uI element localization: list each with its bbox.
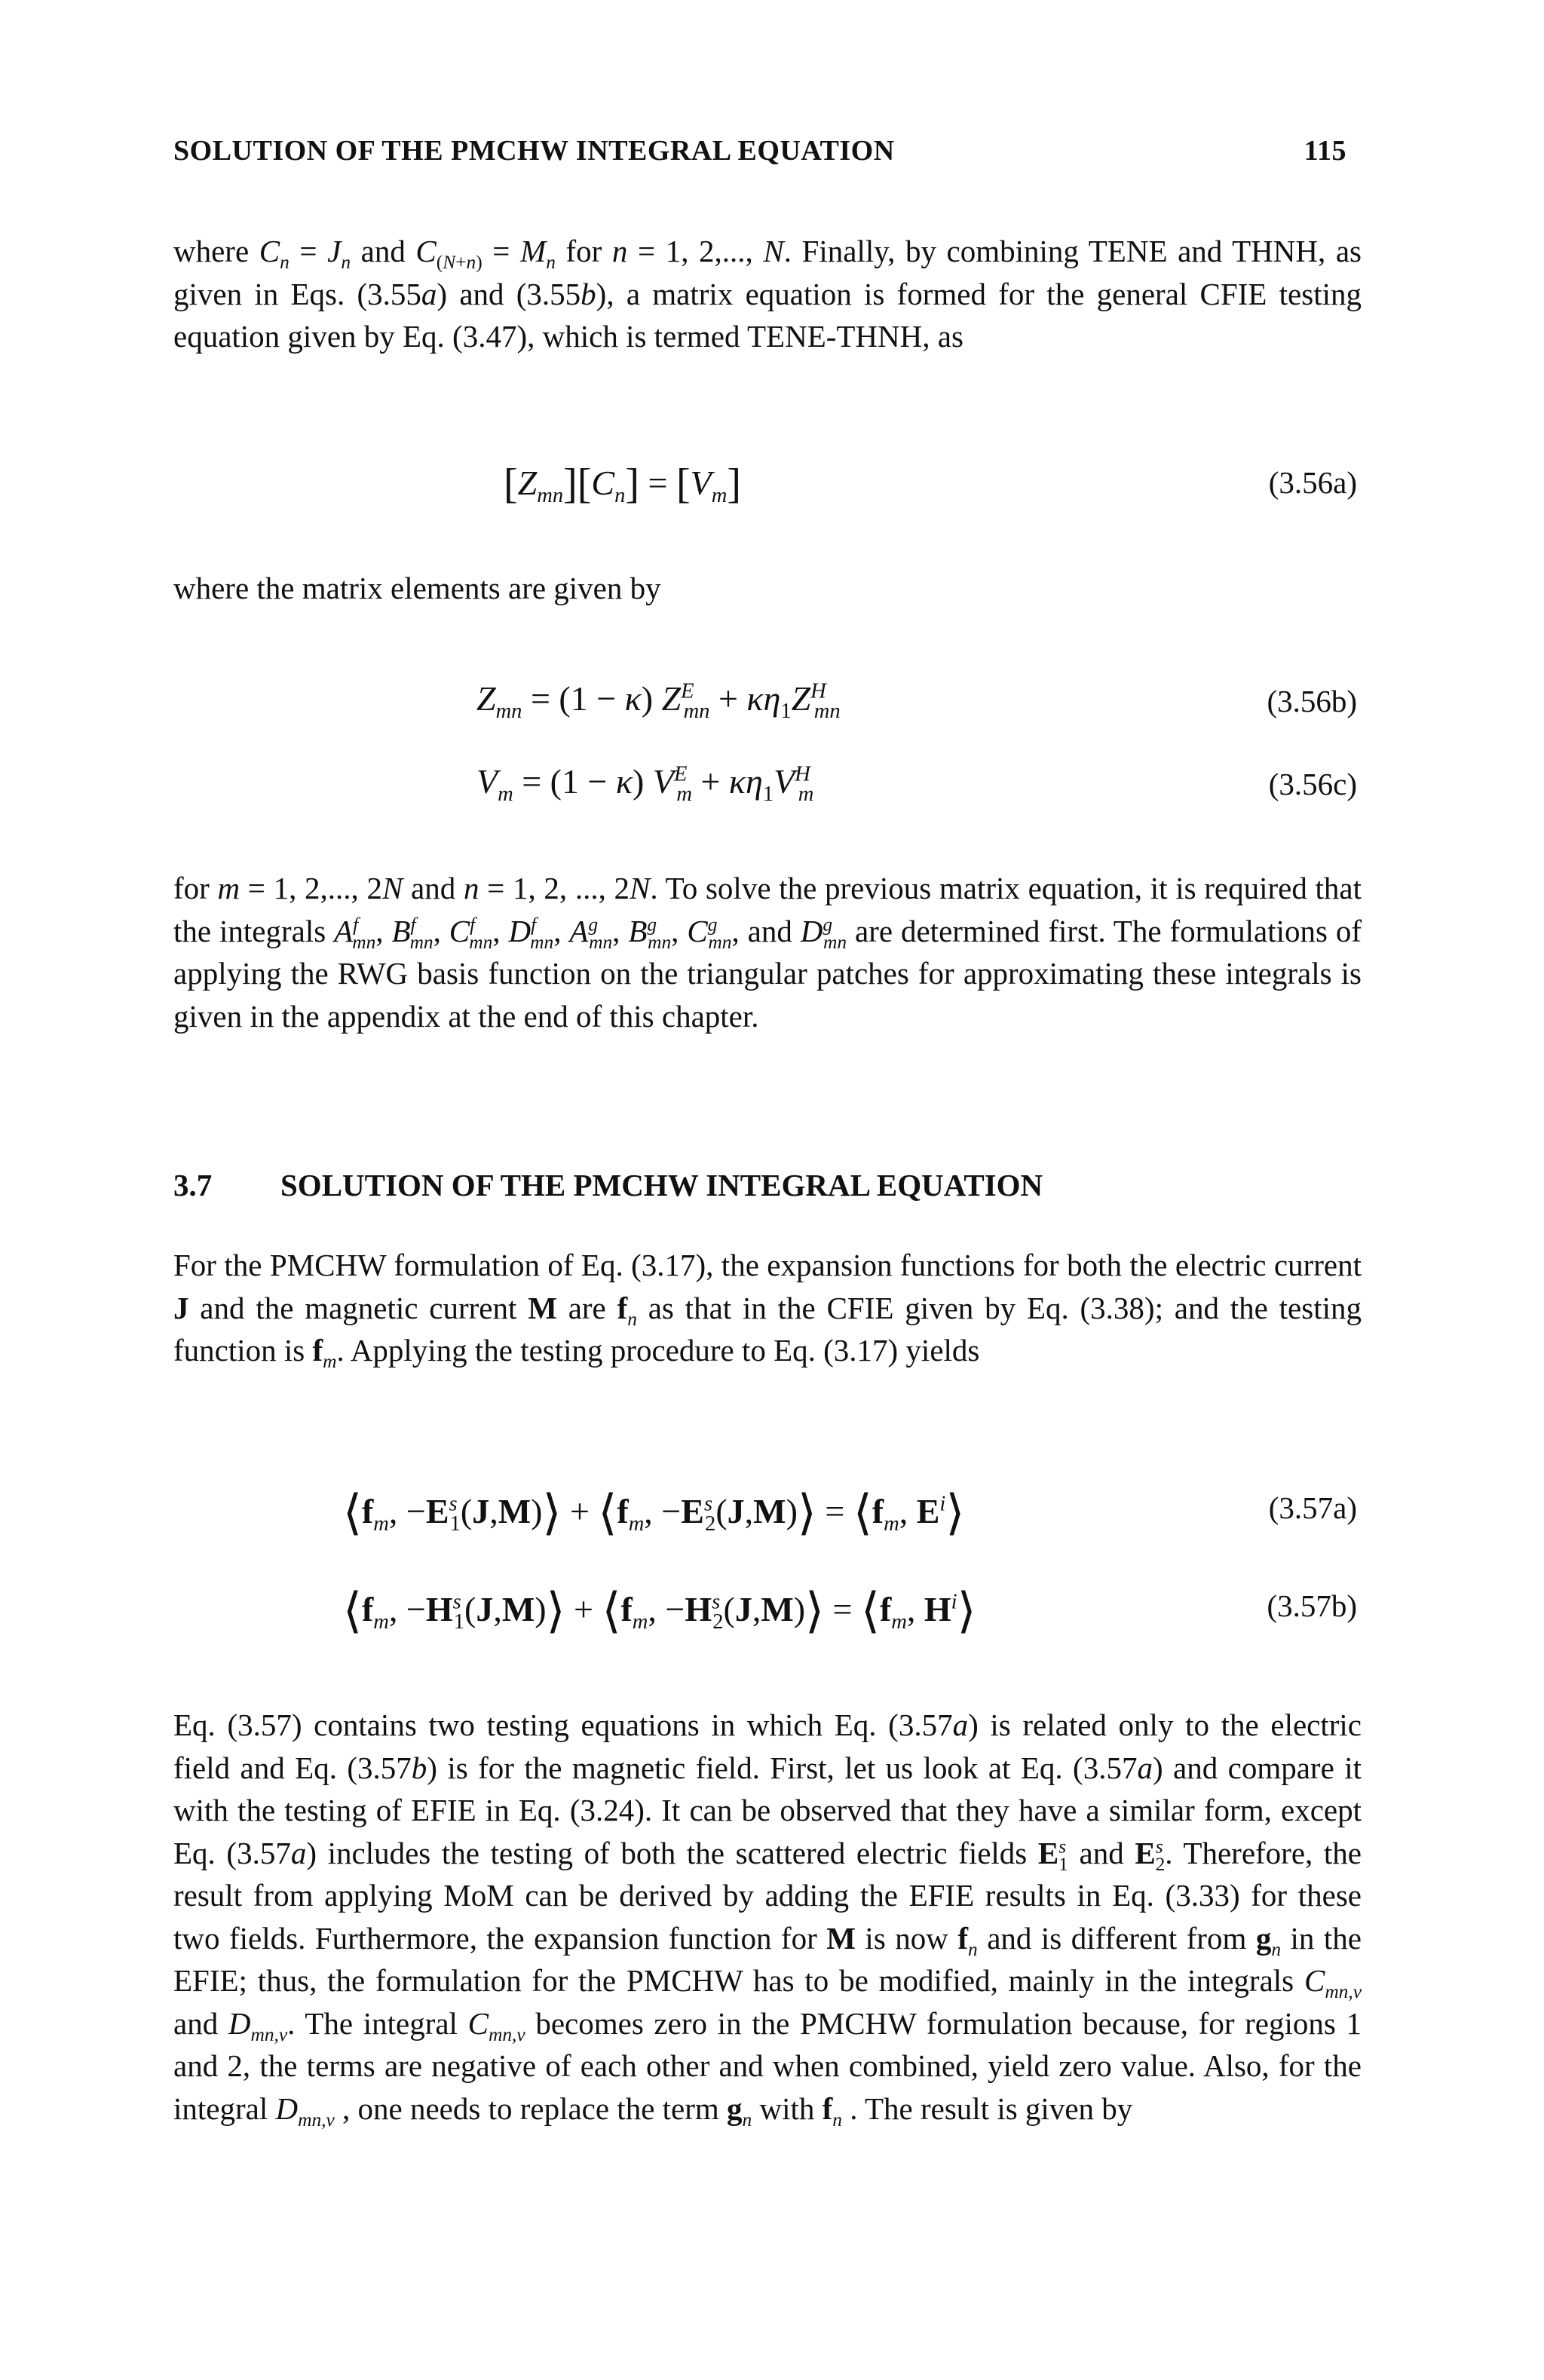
equation-3-57b-number: (3.57b): [1267, 1588, 1357, 1623]
equation-3-56b-math: $Z_{mn} = (1 - \kappa) Z^E_{mn} + \kappa\eta_1Z^H_{mn}$: [476, 679, 841, 724]
equation-3-56a-number: (3.56a): [1268, 465, 1357, 500]
paragraph-testing-equations: Eq. (3.57) contains two testing equations in which Eq. (3.57a) is related only to the electric field and Eq. (3.57b) is for the magnetic field. First, let us look at Eq. (3.57a) and compare it with the testing of EFIE in Eq. (3.24). It can be observed that they have a similar form, except Eq. (3.57a) includes the testing of both the scattered electric fields $E^s_1$ and $E^s_2$. Therefore, the result from applying MoM can be derived by adding the EFIE results in Eq. (3.33) for these two fields. Furthermore, the expansion function for M is now $f_n$ and is different from $g_n$ in the EFIE; thus, the formulation for the PMCHW has to be modified, mainly in the integrals $C_{mn,v}$ and $D_{mn,v}$. The integral $C_{mn,v}$ becomes zero in the PMCHW formulation because, for regions 1 and 2, the terms are negative of each other and when combined, yield zero value. Also, for the integral $D_{mn,v}$ , one needs to replace the term $g_n$ with $f_n$ . The result is given by: [173, 1708, 1362, 2130]
section-title: SOLUTION OF THE PMCHW INTEGRAL EQUATION: [280, 1168, 1043, 1202]
section-heading: [173, 1167, 1043, 1203]
equation-3-56b-number: (3.56b): [1267, 684, 1357, 718]
paragraph-integrals: for m = 1, 2,..., 2N and n = 1, 2, ..., 2N. To solve the previous matrix equation, it is required that the integrals $A^f_{mn}$, $B^f_{mn}$, $C^f_{mn}$, $D^f_{mn}$, $A^g_{mn}$, $B^g_{mn}$, $C^g_{mn}$, and $D^g_{mn}$ are determined first. The formulations of applying the RWG basis function on the triangular patches for approximating these integrals is given in the appendix at the end of this chapter.: [173, 871, 1362, 1034]
equation-3-56a-math: $[Z_{mn}][C_n] = [V_m]$: [504, 461, 741, 508]
page-number: 115: [1304, 135, 1346, 167]
equation-3-56c: [0, 761, 1544, 822]
equation-3-57a: [0, 1485, 1544, 1545]
equation-3-57a-number: (3.57a): [1268, 1490, 1357, 1525]
equation-3-56c-math: $V_m = (1 - \kappa) V^E_m + \kappa\eta_1V^H_m$: [476, 762, 814, 807]
equation-3-56c-number: (3.56c): [1268, 767, 1357, 801]
paragraph-intro: where $C_n = J_n$ and $C_{(N+n)} = M_n$ for n = 1, 2,..., N. Finally, by combining TENE and THNH, as given in Eqs. (3.55a) and (3.55b), a matrix equation is formed for the general CFIE testing equation given by Eq. (3.47), which is termed TENE-THNH, as: [173, 234, 1362, 354]
section-number: 3.7: [173, 1168, 213, 1202]
running-title: SOLUTION OF THE PMCHW INTEGRAL EQUATION: [173, 135, 895, 167]
equation-3-57b: [0, 1583, 1544, 1643]
equation-3-57a-math: $⟨f_m$, $-E^s_1(J,M)⟩$ + $⟨f_m$, $-E^s_2(J,M)⟩$ = $⟨f_m$, $E^i⟩$: [343, 1486, 965, 1539]
paragraph-matrix-elements: where the matrix elements are given by: [173, 571, 661, 605]
equation-3-57b-math: $⟨f_m$, $-H^s_1(J,M)⟩$ + $⟨f_m$, $-H^s_2(J,M)⟩$ = $⟨f_m$, $H^i⟩$: [343, 1584, 976, 1637]
equation-3-56a: [0, 460, 1544, 520]
running-header: [173, 134, 1346, 167]
equation-3-56b: [0, 678, 1544, 739]
paragraph-pmchw-formulation: For the PMCHW formulation of Eq. (3.17), the expansion functions for both the electric current J and the magnetic current M are $f_n$ as that in the CFIE given by Eq. (3.38); and the testing function is $f_m$. Applying the testing procedure to Eq. (3.17) yields: [173, 1248, 1362, 1373]
